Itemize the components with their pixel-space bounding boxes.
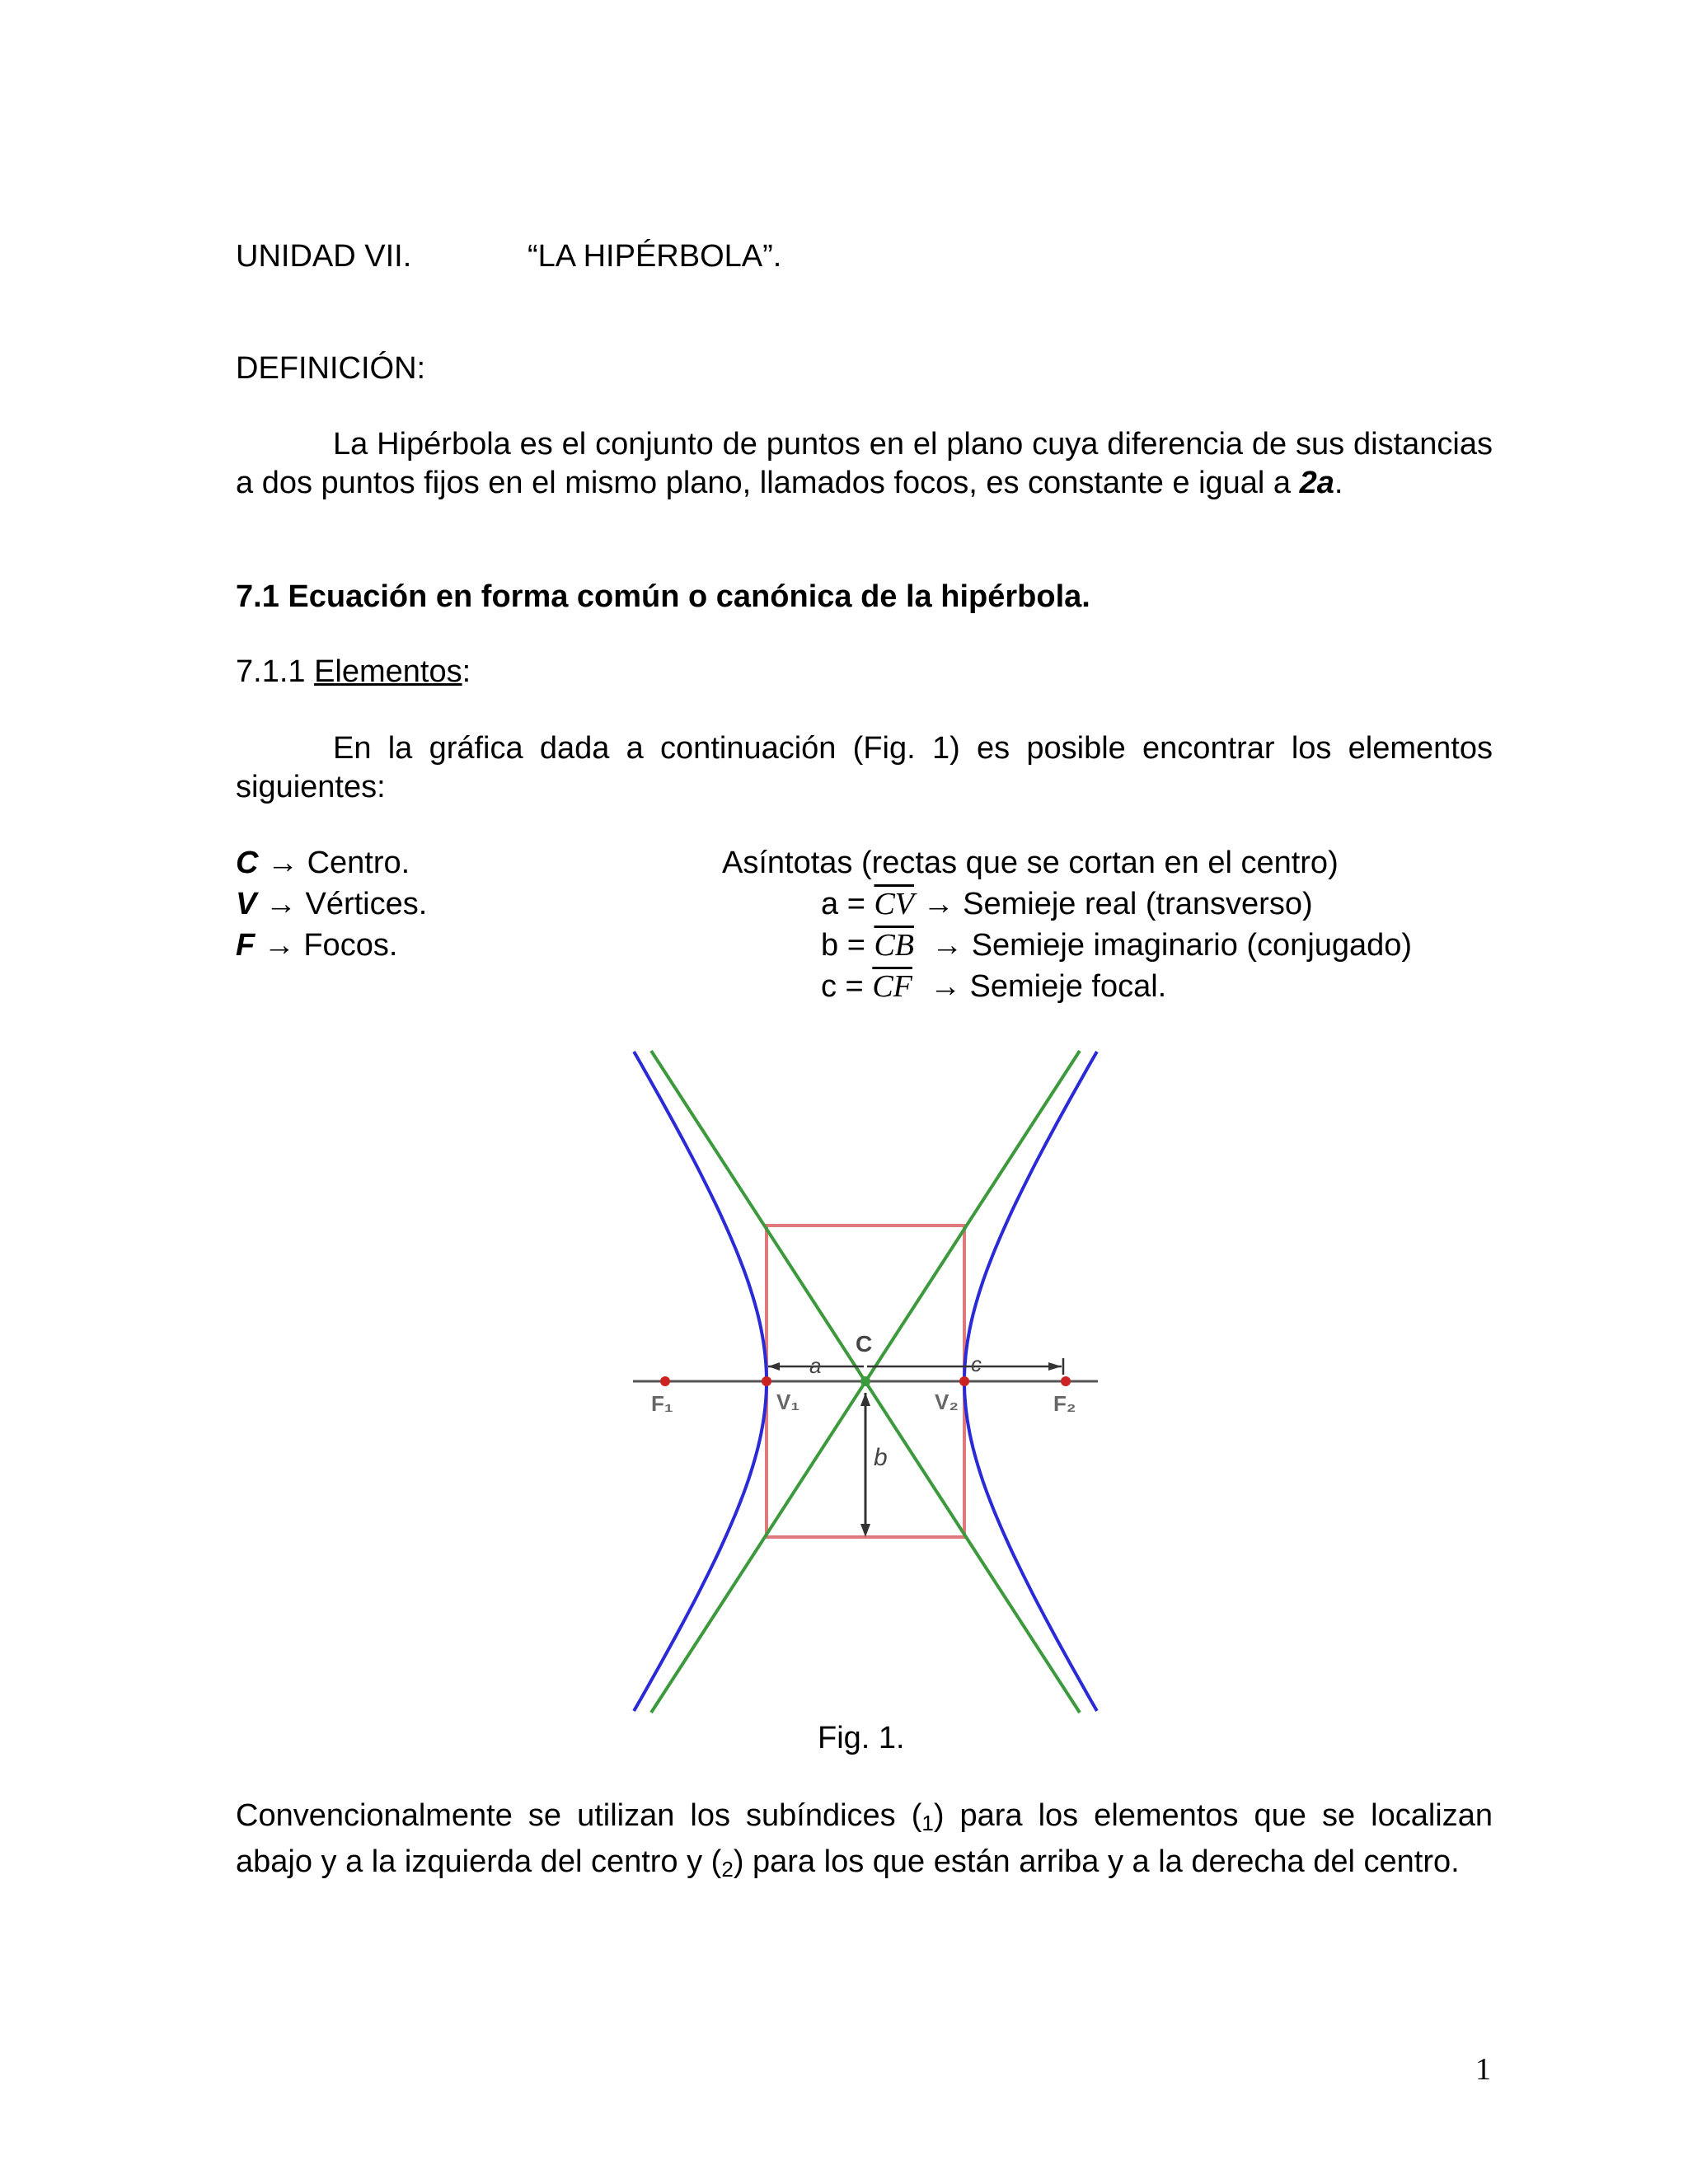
label-v1: V₁: [776, 1390, 800, 1414]
intro-text: En la gráfica dada a continuación (Fig. 1) es posible encontrar los elementos siguientes:: [236, 731, 1493, 804]
hyperbola-figure: [626, 1038, 1104, 1722]
arrow-head-icon: [860, 1393, 870, 1406]
label-center: C: [856, 1331, 873, 1357]
element-semieje-imaginario: [821, 926, 1412, 964]
label-f1: F₁: [651, 1391, 673, 1416]
conclusion-text: Convencionalmente se utilizan los subíndices (: [236, 1798, 922, 1833]
element-symbol: V: [236, 887, 257, 921]
element-description: → Semieje focal.: [912, 969, 1167, 1004]
subscript-1: 1: [921, 1811, 934, 1835]
unit-label: UNIDAD VII.: [236, 239, 412, 274]
subsection-colon: :: [462, 654, 471, 689]
element-description: → Semieje real (transverso): [914, 887, 1313, 921]
element-text: Focos.: [303, 928, 398, 963]
section-heading: 7.1 Ecuación en forma común o canónica de la hipérbola.: [236, 579, 1090, 614]
segment-symbol: $\overline{CF}$: [872, 969, 912, 1004]
page-number: 1: [1475, 2052, 1491, 2087]
subsection-heading: [236, 653, 471, 691]
element-variable: a =: [821, 887, 874, 921]
definition-text: La Hipérbola es el conjunto de puntos en el plano cuya diferencia de sus distancias a dos puntos fijos en el mismo plano, llamados focos, es constante e igual a: [236, 427, 1493, 500]
conclusion-text: ) para los elementos que se localizan abajo y a la izquierda del centro y (: [236, 1798, 1493, 1879]
subsection-title: Elementos: [314, 654, 462, 689]
element-variable: c =: [821, 969, 873, 1004]
intro-paragraph: [236, 729, 1493, 807]
conclusion-text: ) para los que están arriba y a la derecha del centro.: [733, 1844, 1460, 1879]
element-arrow: →: [255, 928, 304, 963]
element-arrow: →: [256, 887, 306, 921]
definition-emph: 2a: [1299, 466, 1334, 500]
label-c: c: [971, 1352, 982, 1376]
element-semieje-real: [821, 885, 1313, 923]
vertex-1-point: [762, 1376, 771, 1386]
label-a: a: [809, 1353, 822, 1378]
element-symbol: F: [236, 928, 256, 963]
element-semieje-focal: [821, 968, 1166, 1005]
definition-heading: DEFINICIÓN:: [236, 351, 426, 386]
element-asymptotes: Asíntotas (rectas que se cortan en el centro): [722, 846, 1339, 880]
label-b: b: [874, 1444, 888, 1471]
subscript-2: 2: [721, 1857, 734, 1882]
conclusion-paragraph: [236, 1797, 1493, 1889]
element-text: Centro.: [307, 846, 410, 880]
definition-end: .: [1334, 466, 1343, 500]
element-text: Vértices.: [305, 887, 428, 921]
vertex-2-point: [959, 1376, 969, 1386]
element-foci: [236, 926, 397, 964]
definition-paragraph: [236, 425, 1493, 503]
focus-2-point: [1061, 1376, 1071, 1386]
segment-symbol: $\overline{CB}$: [874, 928, 915, 963]
element-symbol: C: [236, 846, 259, 880]
element-arrow: →: [258, 846, 307, 880]
label-f2: F₂: [1053, 1391, 1076, 1416]
center-point: [860, 1376, 870, 1386]
segment-symbol: $\overline{CV}$: [874, 887, 915, 921]
element-description: → Semieje imaginario (conjugado): [914, 928, 1413, 963]
figure-caption: Fig. 1.: [818, 1721, 905, 1755]
focus-1-point: [660, 1376, 670, 1386]
arrow-head-icon: [1048, 1362, 1062, 1371]
unit-title: “LA HIPÉRBOLA”.: [528, 239, 782, 274]
subsection-number: 7.1.1: [236, 654, 315, 689]
arrow-head-icon: [860, 1524, 870, 1537]
element-vertices: [236, 885, 427, 923]
element-center: [236, 844, 410, 882]
element-variable: b =: [821, 928, 874, 963]
label-v2: V₂: [935, 1390, 959, 1414]
arrow-head-icon: [768, 1362, 780, 1371]
